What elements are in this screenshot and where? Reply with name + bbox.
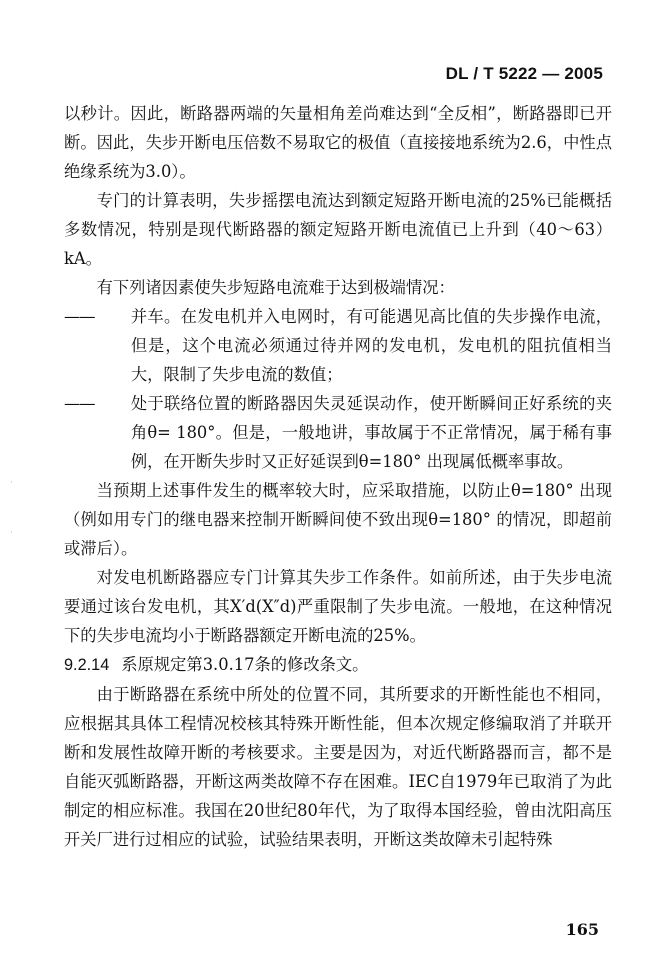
dash-item-breaker-delay	[64, 389, 612, 476]
dash-item-text: 并车。在发电机并入电网时，有可能遇见高比值的失步操作电流，但是，这个电流必须通过待并网的发电机，发电机的阻抗值相当大，限制了失步电流的数值；	[130, 307, 612, 384]
paragraph-generator-breaker: 对发电机断路器应专门计算其失步工作条件。如前所述，由于失步电流要通过该台发电机，其X′d(X″d)严重限制了失步电流。一般地，在这种情况下的失步电流均小于断路器额定开断电流的25%。	[64, 568, 612, 645]
paragraph-calculation: 专门的计算表明，失步摇摆电流达到额定短路开断电流的25%已能概括多数情况，特别是现代断路器的额定短路开断电流值已上升到（40～63）kA。	[64, 191, 612, 268]
standard-header: DL / T 5222 — 2005	[445, 64, 603, 83]
dash-mark: ——	[64, 394, 95, 413]
binding-margin-dot: ·	[10, 478, 13, 488]
section-number: 9.2.14	[64, 656, 110, 674]
dash-item-text: 处于联络位置的断路器因失灵延误动作，使开断瞬间正好系统的夹角θ= 180°。但是，一般地讲，事故属于不正常情况，属于稀有事例，在开断失步时又正好延误到θ=180° 出现属低概率事故。	[130, 394, 612, 471]
paragraph-factors-intro: 有下列诸因素使失步短路电流难于达到极端情况：	[96, 278, 455, 297]
paragraph-continuation: 以秒计。因此，断路器两端的矢量相角差尚难达到“全反相”，断路器即已开断。因此，失步开断电压倍数不易取它的极值（直接接地系统为2.6，中性点绝缘系统为3.0）。	[64, 104, 612, 181]
section-title: 系原规定第3.0.17条的修改条文。	[121, 655, 369, 674]
page-body	[64, 99, 612, 854]
section-heading	[64, 650, 612, 680]
page-number: 165	[565, 920, 599, 939]
dash-item-paralleling	[64, 302, 612, 389]
paragraph-section-body: 由于断路器在系统中所处的位置不同，其所要求的开断性能也不相同，应根据其具体工程情况校核其特殊开断性能，但本次规定修编取消了并联开断和发展性故障开断的考核要求。主要是因为，对近代断路器而言，都不是自能灭弧断路器，开断这两类故障不存在困难。IEC自1979年已取消了为此制定的相应标准。我国在20世纪80年代，为了取得本国经验，曾由沈阳高压开关厂进行过相应的试验，试验结果表明，开断这类故障未引起特殊	[64, 685, 612, 849]
paragraph-measures: 当预期上述事件发生的概率较大时，应采取措施，以防止θ=180° 出现（例如用专门的继电器来控制开断瞬间使不致出现θ=180° 的情况，即超前或滞后）。	[64, 481, 612, 558]
binding-margin-dot: ·	[10, 528, 13, 538]
dash-mark: ——	[64, 307, 95, 326]
